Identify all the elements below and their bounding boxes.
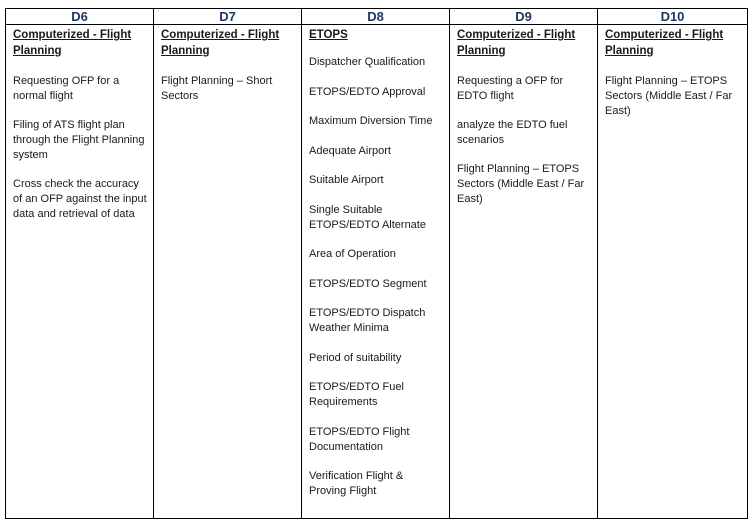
list-item: Flight Planning – ETOPS Sectors (Middle East / Far East) [457,163,585,205]
list-item: Flight Planning – ETOPS Sectors (Middle East / Far East) [605,75,733,117]
list-item: Maximum Diversion Time [309,115,433,127]
column-header-d7: D7 [154,9,302,25]
column-title: Computerized - Flight Planning [13,29,132,57]
list-item: Single Suitable ETOPS/EDTO Alternate [309,203,426,231]
column-header-d10: D10 [598,9,748,25]
content-row [6,25,748,519]
list-item: Requesting a OFP for EDTO flight [457,75,564,102]
column-title: Computerized - Flight Planning [457,29,576,57]
list-item: Requesting OFP for a normal flight [13,75,120,102]
list-item: ETOPS/EDTO Flight Documentation [309,425,410,453]
list-item: Area of Operation [309,248,396,260]
column-cell-d10 [598,25,748,519]
column-cell-d6 [6,25,154,519]
list-item: Verification Flight & Proving Flight [309,470,404,497]
list-item: analyze the EDTO fuel scenarios [457,119,568,146]
list-item: Adequate Airport [309,144,391,157]
column-cell-d8 [302,25,450,519]
list-item: Suitable Airport [309,174,384,186]
column-header-d6: D6 [6,9,154,25]
list-item: ETOPS/EDTO Approval [309,85,426,98]
schedule-table [5,8,748,519]
list-item: Cross check the accuracy of an OFP against the input data and retrieval of data [13,178,147,220]
list-item: Period of suitability [309,351,402,364]
column-cell-d7 [154,25,302,519]
list-item: ETOPS/EDTO Fuel Requirements [309,381,404,408]
column-title: Computerized - Flight Planning [605,29,724,57]
list-item: Flight Planning – Short Sectors [161,75,273,102]
list-item: Filing of ATS flight plan through the Flight Planning system [13,119,145,161]
list-item: ETOPS/EDTO Dispatch Weather Minima [309,307,426,334]
column-title: ETOPS [309,29,348,41]
header-row [6,9,748,25]
list-item: Dispatcher Qualification [309,56,426,68]
column-title: Computerized - Flight Planning [161,29,280,57]
column-header-d9: D9 [450,9,598,25]
column-header-d8: D8 [302,9,450,25]
list-item: ETOPS/EDTO Segment [309,277,427,290]
column-cell-d9 [450,25,598,519]
